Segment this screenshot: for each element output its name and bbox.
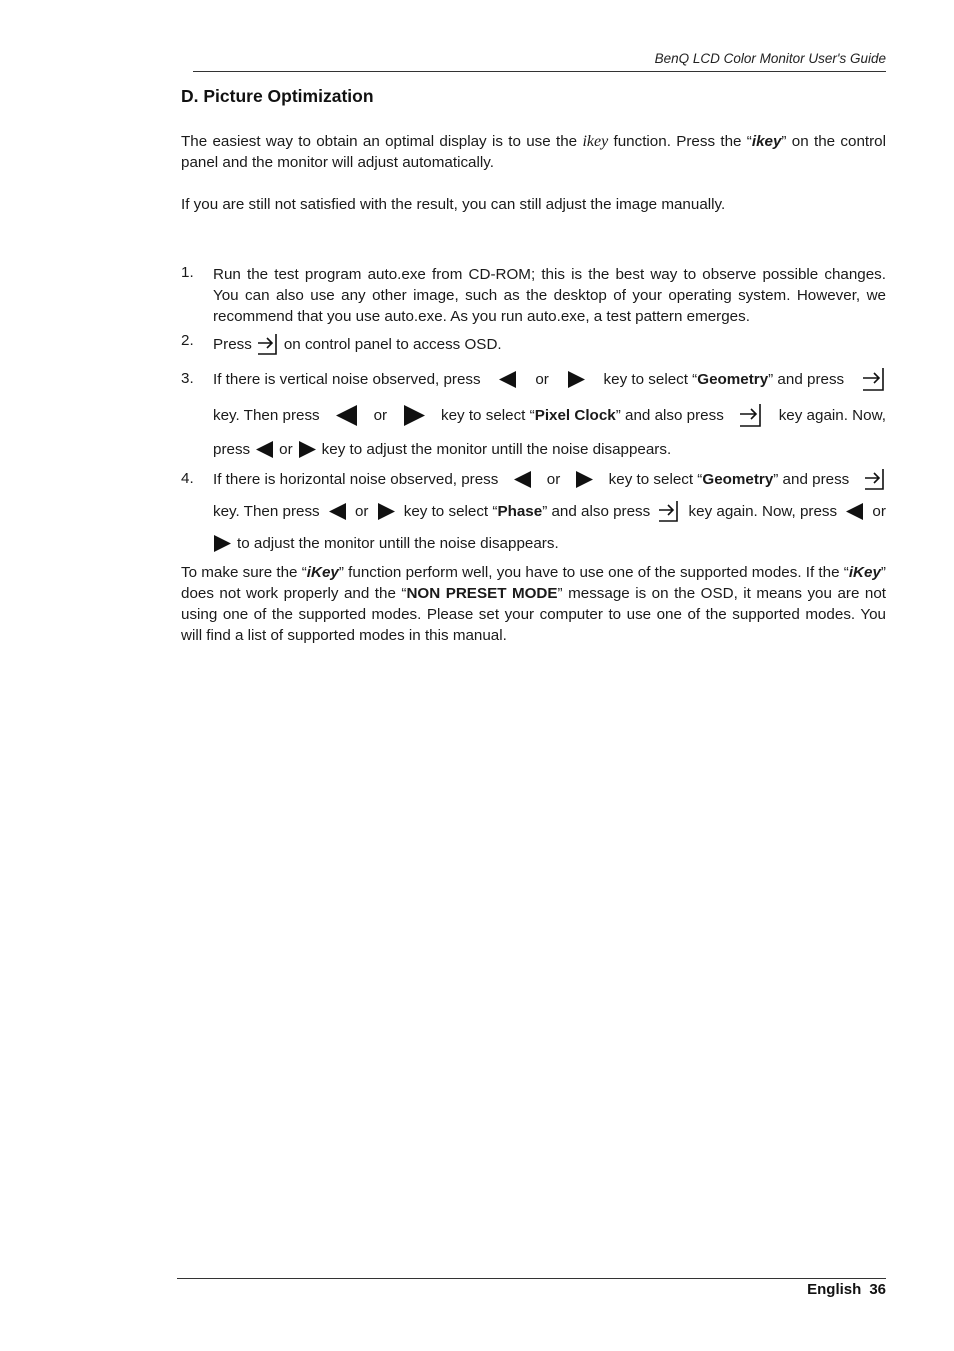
closing-text: ” function perform well, you have to use one of the supported modes. If the “ bbox=[338, 564, 849, 581]
header-rule bbox=[193, 71, 886, 72]
list-item-text: or bbox=[354, 502, 369, 520]
list-item-text: or bbox=[279, 440, 293, 458]
left-arrow-key-icon bbox=[335, 404, 358, 427]
list-item-text: If there is horizontal noise observed, press bbox=[213, 470, 499, 488]
enter-key-icon bbox=[864, 467, 886, 491]
right-arrow-key-icon bbox=[575, 470, 594, 489]
closing-text: ” message is on the OSD, it means you are not using one of the supported modes. Please set your computer to use one of the supported modes. You will find a list of supported modes in this manual. bbox=[181, 585, 887, 644]
right-arrow-key-icon bbox=[403, 404, 426, 427]
left-arrow-key-icon bbox=[328, 502, 347, 521]
list-item-text: key to select “Phase” and also press bbox=[403, 502, 651, 520]
list-item-text: key. Then press bbox=[213, 502, 320, 520]
left-arrow-key-icon bbox=[845, 502, 864, 521]
enter-key-icon bbox=[739, 402, 763, 428]
pixel-clock-term: Pixel Clock bbox=[534, 406, 616, 424]
list-item-text: or bbox=[872, 502, 886, 520]
right-arrow-key-icon bbox=[377, 502, 396, 521]
list-item-text: key to select “Geometry” and press bbox=[608, 470, 850, 488]
list-number: 4. bbox=[181, 470, 194, 487]
enter-key-icon bbox=[658, 499, 680, 523]
intro-text: ” on the control panel and the monitor will adjust automatically. bbox=[181, 133, 886, 171]
right-arrow-key-icon bbox=[298, 440, 317, 459]
list-item-text: If there is vertical noise observed, press bbox=[213, 370, 481, 388]
list-item-text: key again. Now, press bbox=[688, 502, 838, 520]
list-item-text: key to select “Geometry” and press bbox=[603, 370, 845, 388]
non-preset-mode-term: NON PRESET MODE bbox=[406, 585, 558, 602]
left-arrow-key-icon bbox=[255, 440, 274, 459]
closing-text: To make sure the “ bbox=[181, 564, 307, 581]
list-item-text: or bbox=[546, 470, 561, 488]
list-item-text: key again. Now, bbox=[778, 406, 886, 424]
left-arrow-key-icon bbox=[513, 470, 532, 489]
enter-key-icon bbox=[257, 332, 279, 356]
list-item-text: key to adjust the monitor untill the noise disappears. bbox=[321, 440, 672, 458]
footer-language: English bbox=[807, 1281, 862, 1298]
list-number: 2. bbox=[181, 332, 194, 349]
page-number: 36 bbox=[869, 1281, 886, 1298]
list-item-text: on control panel to access OSD. bbox=[283, 335, 502, 353]
list-item-text: or bbox=[535, 370, 549, 388]
ikey-term-bold: ikey bbox=[751, 133, 782, 150]
list-item-text: or bbox=[373, 406, 388, 424]
phase-term: Phase bbox=[497, 502, 543, 520]
intro-paragraph-1 bbox=[181, 131, 886, 173]
section-heading: D. Picture Optimization bbox=[181, 86, 374, 106]
geometry-term: Geometry bbox=[697, 370, 769, 388]
ikey-term-bold: iKey bbox=[848, 564, 881, 581]
header-title: BenQ LCD Color Monitor User's Guide bbox=[654, 51, 886, 66]
left-arrow-key-icon bbox=[498, 370, 517, 389]
list-number: 1. bbox=[181, 264, 194, 281]
list-item-text: to adjust the monitor untill the noise disappears. bbox=[237, 534, 559, 552]
list-item-text: Run the test program auto.exe from CD-ROM; this is the best way to observe possible changes. You can also use any other image, such as the desktop of your operating system. However, we recommend that you use auto.exe. As you run auto.exe, a test pattern emerges. bbox=[213, 266, 886, 325]
list-item-text: Press bbox=[213, 335, 252, 353]
ikey-term-bold: iKey bbox=[306, 564, 339, 581]
closing-text: ” does not work properly and the “ bbox=[181, 564, 886, 602]
enter-key-icon bbox=[862, 366, 886, 392]
ikey-term: ikey bbox=[582, 133, 609, 150]
list-item-text: key. Then press bbox=[213, 406, 320, 424]
footer bbox=[807, 1281, 886, 1298]
closing-paragraph bbox=[181, 562, 886, 646]
right-arrow-key-icon bbox=[213, 534, 232, 553]
list-number: 3. bbox=[181, 370, 194, 387]
intro-text: The easiest way to obtain an optimal display is to use the bbox=[181, 133, 583, 150]
list-item-text: press bbox=[213, 440, 251, 458]
intro-text: function. Press the “ bbox=[608, 133, 752, 150]
intro-paragraph-2: If you are still not satisfied with the result, you can still adjust the image manually. bbox=[181, 196, 726, 213]
footer-rule bbox=[177, 1278, 886, 1279]
right-arrow-key-icon bbox=[567, 370, 586, 389]
list-item-text: key to select “Pixel Clock” and also press bbox=[440, 406, 724, 424]
geometry-term: Geometry bbox=[702, 470, 774, 488]
